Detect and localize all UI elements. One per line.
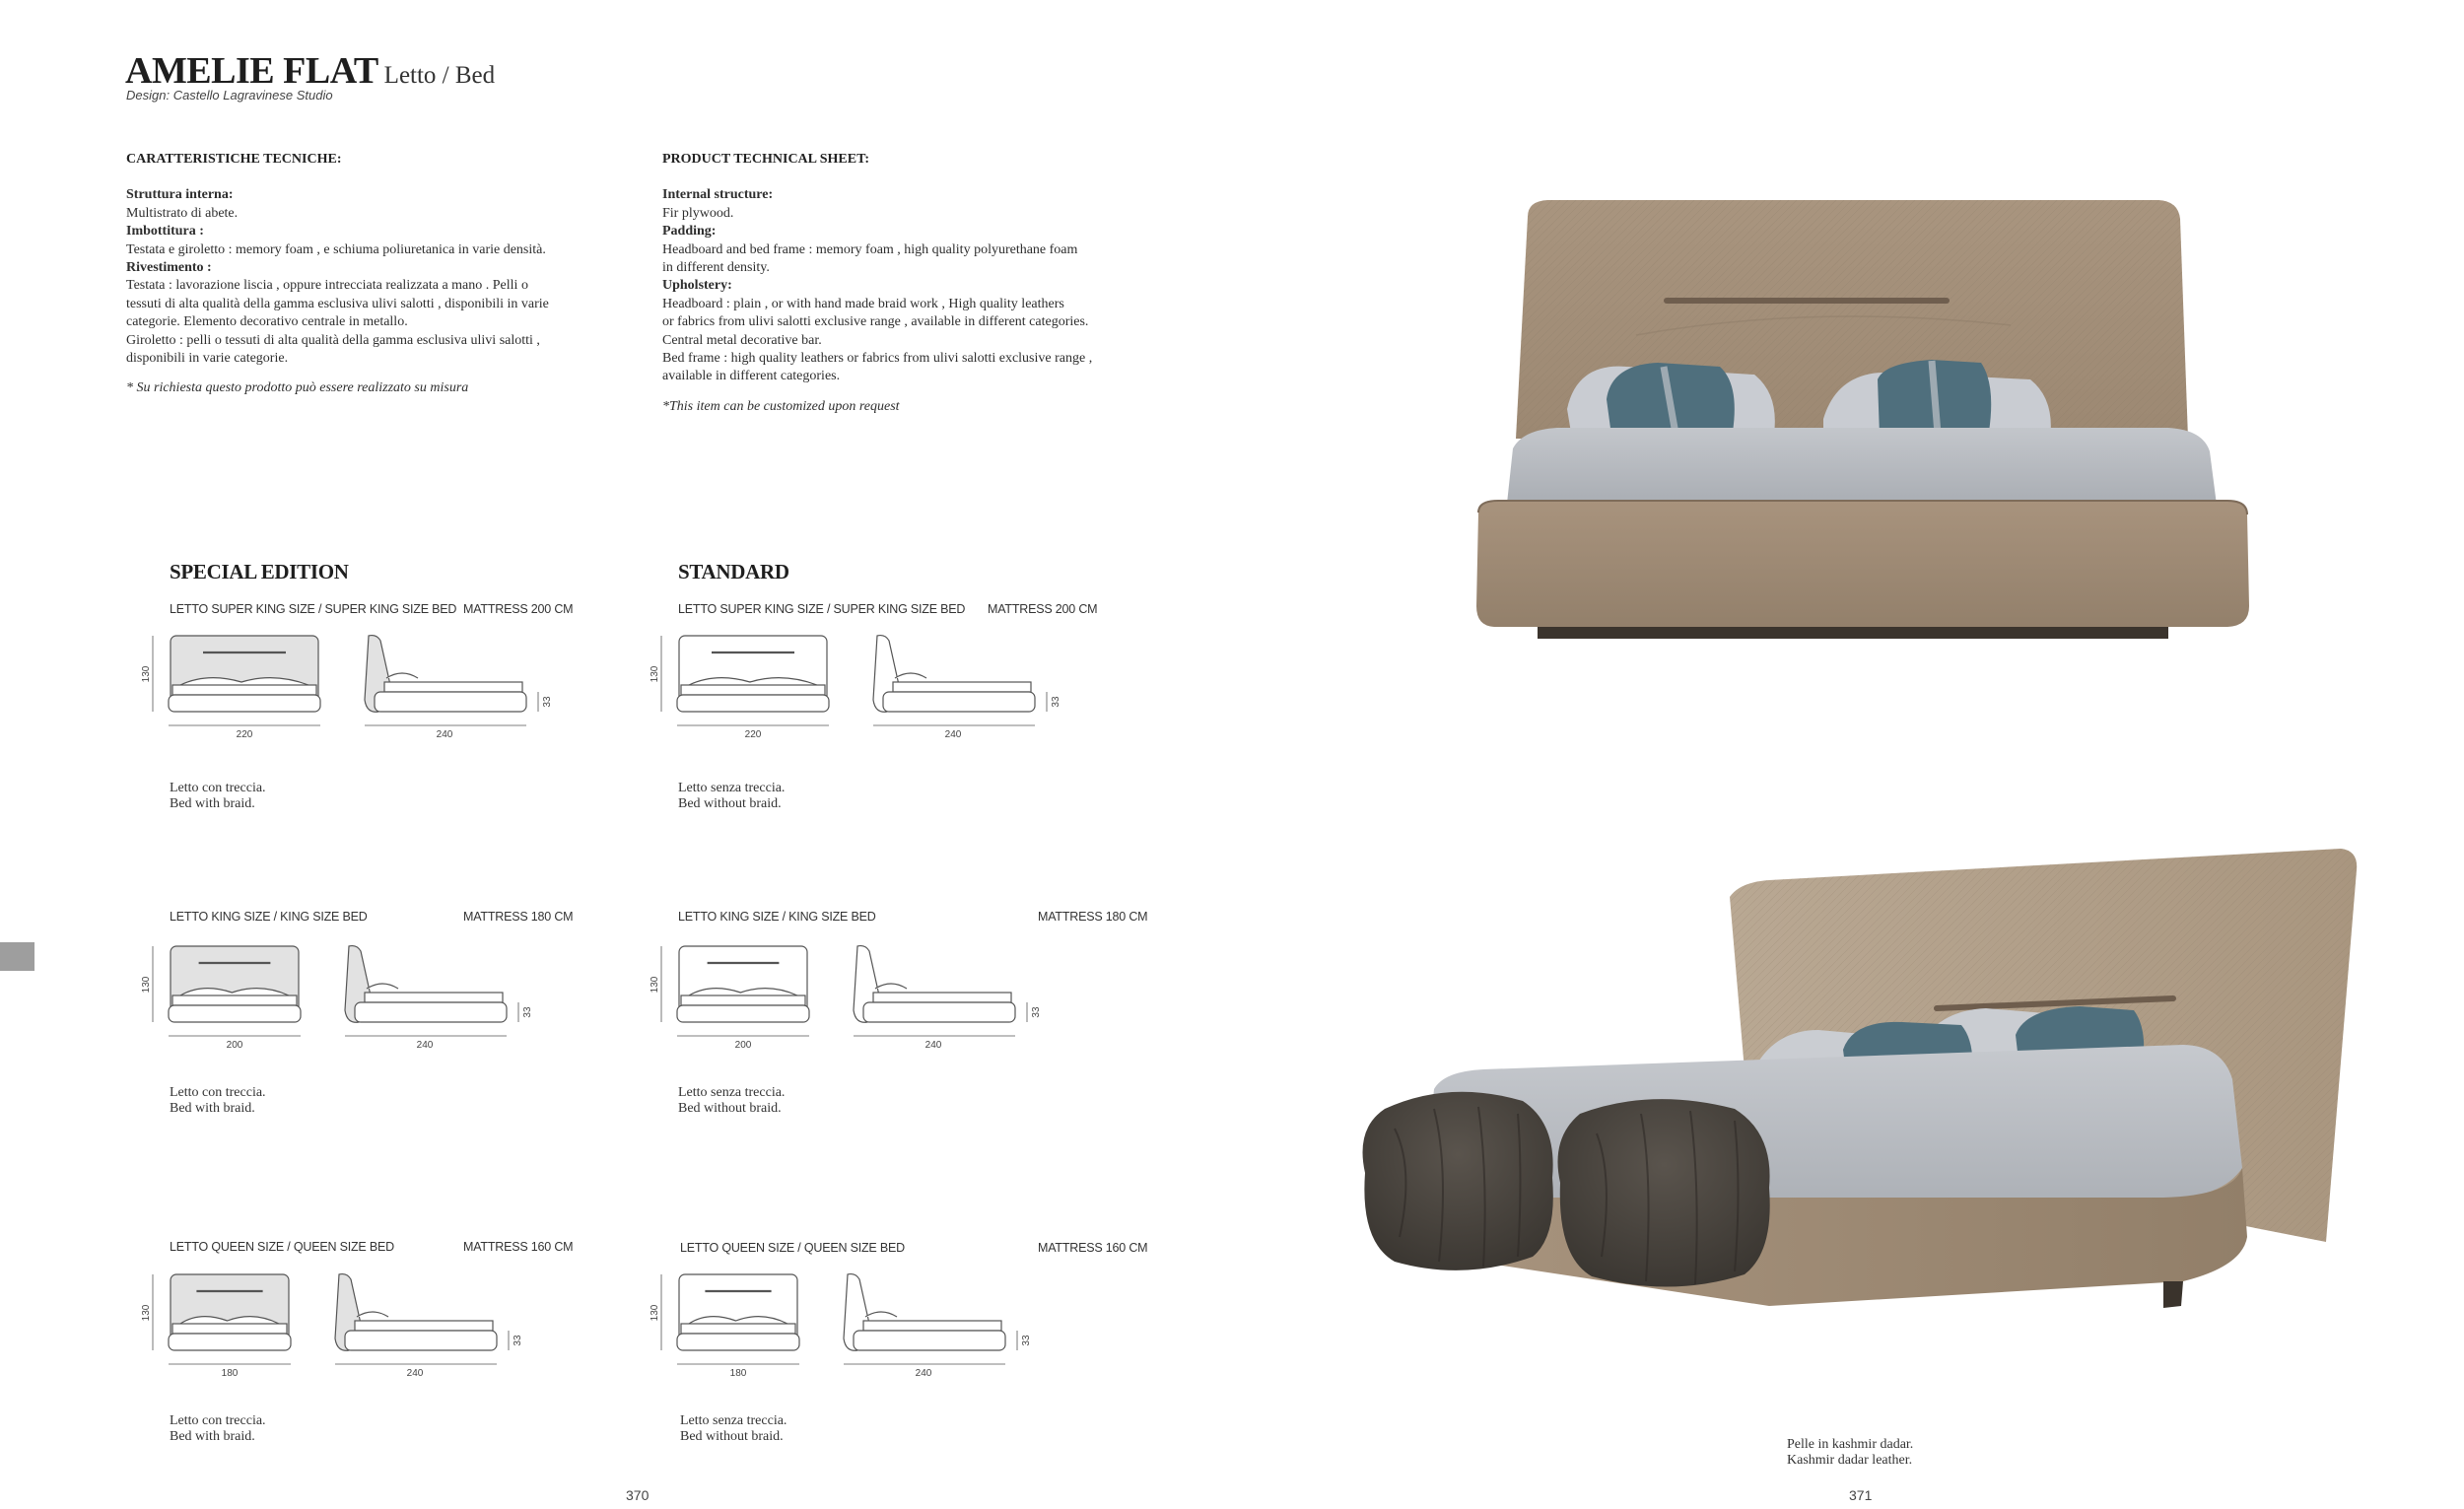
tech-en-line: Fir plywood. [662,205,734,221]
dim-height: 130 [650,665,660,683]
tech-it-line: categorie. Elemento decorativo centrale in metallo. [126,314,408,330]
product-name: AMELIE FLAT [125,50,378,92]
product-subtitle: Letto / Bed [383,62,496,89]
special-size-label-0: LETTO SUPER KING SIZE / SUPER KING SIZE BED [170,602,457,616]
caption-it: Letto con treccia. [170,1413,266,1428]
standard-caption-1 [678,1085,785,1117]
tech-en-line: Upholstery: [662,278,732,294]
special-edition-title: SPECIAL EDITION [170,560,349,583]
standard-mattress-1: MATTRESS 180 CM [1038,910,1148,924]
dim-height: 130 [650,1304,660,1322]
standard-caption-2 [680,1413,787,1445]
caption-it: Letto senza treccia. [680,1413,787,1428]
tech-it-line: tessuti di alta qualità della gamma esclusiva ulivi salotti , disponibili in varie [126,296,549,311]
dim-frame-height: 33 [513,1335,523,1346]
dim-length: 240 [924,1040,942,1051]
dim-width: 180 [729,1368,747,1379]
tech-sheet-english [662,151,1092,416]
dim-frame-height: 33 [542,696,553,708]
special-caption-1 [170,1085,266,1117]
bed-drawing-standard-queen [645,1269,1068,1388]
caption-en: Bed without braid. [678,1101,782,1116]
dim-length: 240 [436,729,453,740]
bed-drawing-standard-super-king [645,631,1068,749]
bed-photo-front [1400,187,2306,680]
special-size-label-1: LETTO KING SIZE / KING SIZE BED [170,910,368,924]
special-caption-2 [170,1413,266,1445]
bed-photo-perspective [1355,843,2380,1375]
dim-width: 220 [236,729,253,740]
standard-title: STANDARD [678,560,789,583]
metal-decorative-bar [1664,298,1950,304]
front-frame [677,1334,799,1350]
pouf-left [1363,1092,1553,1270]
side-frame [883,692,1035,712]
custom-note-en: *This item can be customized upon request [662,398,900,414]
special-size-label-2: LETTO QUEEN SIZE / QUEEN SIZE BED [170,1240,394,1254]
dim-width: 180 [221,1368,239,1379]
page-title [125,49,495,93]
standard-size-label-0: LETTO SUPER KING SIZE / SUPER KING SIZE BED [678,602,966,616]
front-frame [169,1334,291,1350]
bed-drawing-special-queen [136,1269,560,1388]
standard-size-label-2: LETTO QUEEN SIZE / QUEEN SIZE BED [680,1241,905,1255]
tech-en-line: Headboard and bed frame : memory foam , high quality polyurethane foam [662,241,1078,257]
tech-en-line: available in different categories. [662,369,841,384]
special-mattress-1: MATTRESS 180 CM [463,910,574,924]
tech-en-line: Central metal decorative bar. [662,332,822,348]
tech-sheet-italian [126,151,549,398]
side-frame [355,1002,507,1022]
dim-height: 130 [650,976,660,994]
dim-width: 220 [744,729,762,740]
side-frame [854,1331,1005,1350]
tech-en-line: Padding: [662,224,717,240]
side-frame [375,692,526,712]
dim-frame-height: 33 [1021,1335,1032,1346]
dim-length: 240 [406,1368,424,1379]
tech-it-line: Testata : lavorazione liscia , oppure intrecciata realizzata a mano . Pelli o [126,278,528,294]
side-frame [863,1002,1015,1022]
standard-mattress-2: MATTRESS 160 CM [1038,1241,1148,1255]
bed-frame [1476,501,2249,627]
photo-caption-en: Kashmir dadar leather. [1787,1453,1913,1468]
dim-frame-height: 33 [1031,1006,1042,1018]
tech-it-line: Struttura interna: [126,187,234,203]
special-mattress-0: MATTRESS 200 CM [463,602,574,616]
designer-credit: Design: Castello Lagravinese Studio [126,88,333,103]
tech-en-line: in different density. [662,260,770,276]
dim-length: 240 [944,729,962,740]
page-number-right: 371 [1849,1487,1873,1503]
tech-it-line: Multistrato di abete. [126,205,239,221]
dim-height: 130 [141,1304,152,1322]
tech-heading-it: CARATTERISTICHE TECNICHE: [126,152,342,167]
custom-note-it: * Su richiesta questo prodotto può essere realizzato su misura [126,380,469,396]
tech-lines-en [662,186,1092,385]
caption-en: Bed without braid. [680,1429,784,1444]
caption-it: Letto con treccia. [170,1085,266,1100]
page-number-left: 370 [626,1487,650,1503]
dim-frame-height: 33 [1051,696,1061,708]
dim-width: 200 [734,1040,752,1051]
tech-en-line: or fabrics from ulivi salotti exclusive range , available in different categories. [662,314,1089,330]
tech-it-line: Rivestimento : [126,260,212,276]
standard-caption-0 [678,781,785,812]
caption-en: Bed without braid. [678,796,782,811]
photo-caption [1787,1437,1913,1469]
front-frame [169,1005,301,1022]
dim-length: 240 [915,1368,932,1379]
bed-base-shadow [1538,627,2168,639]
dim-frame-height: 33 [522,1006,533,1018]
special-caption-0 [170,781,266,812]
photo-caption-it: Pelle in kashmir dadar. [1787,1437,1914,1452]
tech-en-line: Headboard : plain , or with hand made braid work , High quality leathers [662,296,1064,311]
bed-drawing-special-king [136,941,560,1060]
tech-it-line: Imbottitura : [126,224,204,240]
caption-en: Bed with braid. [170,796,255,811]
tech-lines-it [126,186,549,368]
caption-en: Bed with braid. [170,1101,255,1116]
bed-drawing-standard-king [645,941,1068,1060]
dim-height: 130 [141,976,152,994]
dim-height: 130 [141,665,152,683]
standard-size-label-1: LETTO KING SIZE / KING SIZE BED [678,910,876,924]
dim-width: 200 [226,1040,243,1051]
front-frame [677,1005,809,1022]
standard-mattress-0: MATTRESS 200 CM [988,602,1098,616]
section-tab-marker [0,942,34,971]
tech-en-line: Internal structure: [662,187,774,203]
caption-it: Letto senza treccia. [678,1085,786,1100]
front-frame [677,695,829,712]
tech-en-line: Bed frame : high quality leathers or fabrics from ulivi salotti exclusive range , [662,351,1093,367]
tech-it-line: Giroletto : pelli o tessuti di alta qualità della gamma esclusiva ulivi salotti , [126,332,540,348]
caption-it: Letto senza treccia. [678,781,786,795]
tech-heading-en: PRODUCT TECHNICAL SHEET: [662,152,870,167]
caption-it: Letto con treccia. [170,781,266,795]
special-mattress-2: MATTRESS 160 CM [463,1240,574,1254]
tech-it-line: Testata e giroletto : memory foam , e schiuma poliuretanica in varie densità. [126,241,546,257]
tech-it-line: disponibili in varie categorie. [126,351,289,367]
dim-length: 240 [416,1040,434,1051]
caption-en: Bed with braid. [170,1429,255,1444]
bed-drawing-special-super-king [136,631,560,749]
front-frame [169,695,320,712]
side-frame [345,1331,497,1350]
